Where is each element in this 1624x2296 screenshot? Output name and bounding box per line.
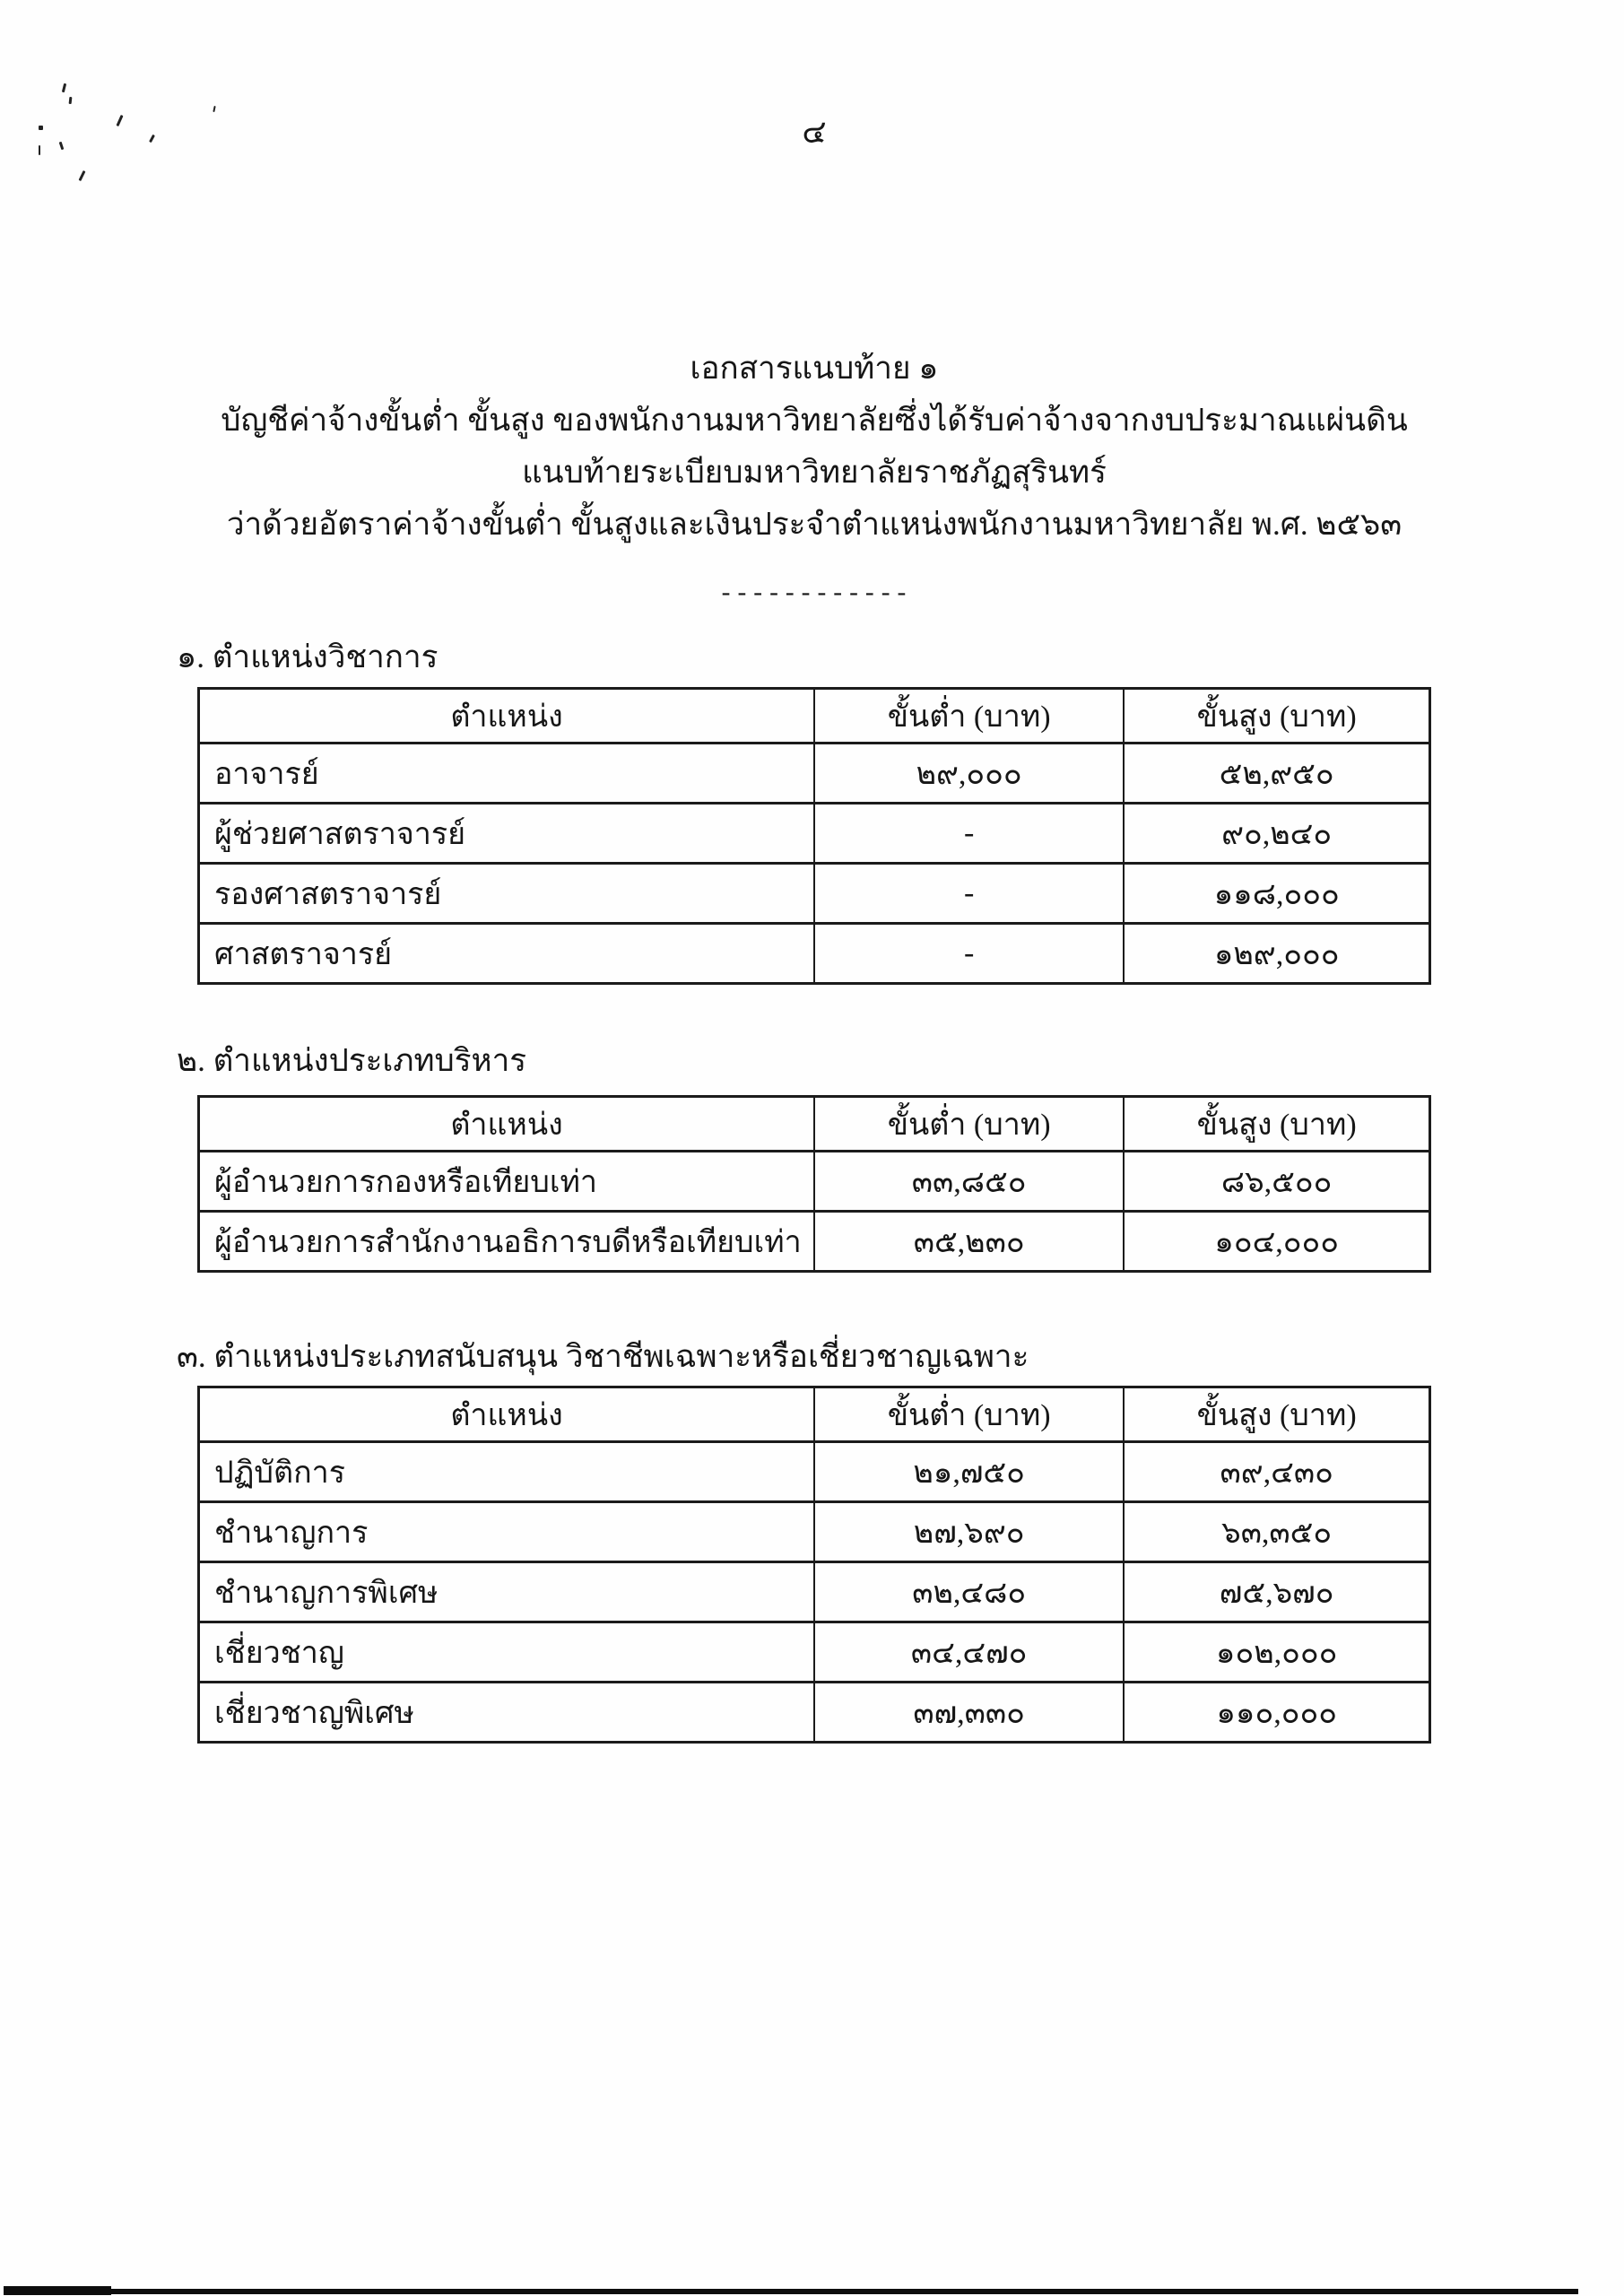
table-row <box>199 1152 1430 1212</box>
document-subtitle: แนบท้ายระเบียบมหาวิทยาลัยราชภัฏสุรินทร์ <box>522 455 1107 490</box>
column-header-position: ตำแหน่ง <box>199 1387 815 1442</box>
executive-positions-table <box>197 1095 1431 1273</box>
min-salary-cell: - <box>814 804 1124 864</box>
max-salary-cell: ๑๒๙,๐๐๐ <box>1124 924 1429 984</box>
position-cell: ชำนาญการ <box>199 1502 815 1562</box>
min-salary-cell: ๓๔,๔๗๐ <box>814 1622 1124 1683</box>
min-salary-cell: ๒๙,๐๐๐ <box>814 744 1124 804</box>
table-row <box>199 744 1430 804</box>
min-salary-cell: ๓๗,๓๓๐ <box>814 1683 1124 1743</box>
position-cell: ศาสตราจารย์ <box>199 924 815 984</box>
max-salary-cell: ๙๐,๒๔๐ <box>1124 804 1429 864</box>
table-row <box>199 1502 1430 1562</box>
table-row <box>199 1442 1430 1502</box>
support-positions-table <box>197 1386 1431 1744</box>
scan-noise-speck <box>116 115 123 126</box>
section-heading-academic: ๑. ตำแหน่งวิชาการ <box>177 639 439 674</box>
scan-noise-speck <box>149 135 155 143</box>
column-header-max: ขั้นสูง (บาท) <box>1124 1097 1429 1152</box>
column-header-min: ขั้นต่ำ (บาท) <box>814 1097 1124 1152</box>
min-salary-cell: ๒๑,๗๕๐ <box>814 1442 1124 1502</box>
scan-noise-speck <box>79 170 86 181</box>
max-salary-cell: ๑๐๔,๐๐๐ <box>1124 1212 1429 1272</box>
table-header-row <box>199 689 1430 744</box>
position-cell: เชี่ยวชาญพิเศษ <box>199 1683 815 1743</box>
position-cell: ชำนาญการพิเศษ <box>199 1562 815 1622</box>
document-subtitle: บัญชีค่าจ้างขั้นต่ำ ขั้นสูง ของพนักงานมหาวิทยาลัยซึ่งได้รับค่าจ้างจากงบประมาณแผ่นดิน <box>221 403 1408 438</box>
min-salary-cell: - <box>814 864 1124 924</box>
scan-noise-speck <box>62 83 66 92</box>
scan-noise-speck <box>213 106 215 112</box>
min-salary-cell: ๒๗,๖๙๐ <box>814 1502 1124 1562</box>
table-header-row <box>199 1387 1430 1442</box>
max-salary-cell: ๑๐๒,๐๐๐ <box>1124 1622 1429 1683</box>
position-cell: อาจารย์ <box>199 744 815 804</box>
section-heading-executive: ๒. ตำแหน่งประเภทบริหาร <box>177 1043 527 1078</box>
table-row <box>199 1562 1430 1622</box>
document-subtitle: ว่าด้วยอัตราค่าจ้างขั้นต่ำ ขั้นสูงและเงินประจำตำแหน่งพนักงานมหาวิทยาลัย พ.ศ. ๒๕๖๓ <box>226 507 1403 542</box>
table-row <box>199 1683 1430 1743</box>
scan-edge-artifact <box>90 2289 1578 2294</box>
table-header-row <box>199 1097 1430 1152</box>
max-salary-cell: ๕๒,๙๕๐ <box>1124 744 1429 804</box>
table-row <box>199 924 1430 984</box>
max-salary-cell: ๑๑๐,๐๐๐ <box>1124 1683 1429 1743</box>
min-salary-cell: ๓๒,๔๘๐ <box>814 1562 1124 1622</box>
max-salary-cell: ๑๑๘,๐๐๐ <box>1124 864 1429 924</box>
table-row <box>199 1622 1430 1683</box>
max-salary-cell: ๘๖,๕๐๐ <box>1124 1152 1429 1212</box>
table-row <box>199 804 1430 864</box>
scan-noise-speck <box>59 142 65 150</box>
column-header-min: ขั้นต่ำ (บาท) <box>814 1387 1124 1442</box>
min-salary-cell: ๓๓,๘๕๐ <box>814 1152 1124 1212</box>
column-header-min: ขั้นต่ำ (บาท) <box>814 689 1124 744</box>
section-heading-support: ๓. ตำแหน่งประเภทสนับสนุน วิชาชีพเฉพาะหรือเชี่ยวชาญเฉพาะ <box>177 1339 1029 1374</box>
position-cell: ผู้อำนวยการกองหรือเทียบเท่า <box>199 1152 815 1212</box>
scan-noise-speck <box>39 126 43 130</box>
column-header-position: ตำแหน่ง <box>199 1097 815 1152</box>
scan-noise-speck <box>69 97 73 104</box>
min-salary-cell: - <box>814 924 1124 984</box>
scan-noise-speck <box>39 145 40 155</box>
column-header-position: ตำแหน่ง <box>199 689 815 744</box>
page-number: ๔ <box>802 114 827 150</box>
max-salary-cell: ๗๕,๖๗๐ <box>1124 1562 1429 1622</box>
max-salary-cell: ๓๙,๔๓๐ <box>1124 1442 1429 1502</box>
min-salary-cell: ๓๕,๒๓๐ <box>814 1212 1124 1272</box>
table-row <box>199 864 1430 924</box>
position-cell: รองศาสตราจารย์ <box>199 864 815 924</box>
max-salary-cell: ๖๓,๓๕๐ <box>1124 1502 1429 1562</box>
position-cell: ผู้ช่วยศาสตราจารย์ <box>199 804 815 864</box>
dashed-separator: ------------ <box>718 581 910 609</box>
position-cell: ผู้อำนวยการสำนักงานอธิการบดีหรือเทียบเท่า <box>199 1212 815 1272</box>
table-row <box>199 1212 1430 1272</box>
position-cell: ปฏิบัติการ <box>199 1442 815 1502</box>
column-header-max: ขั้นสูง (บาท) <box>1124 689 1429 744</box>
position-cell: เชี่ยวชาญ <box>199 1622 815 1683</box>
document-title: เอกสารแนบท้าย ๑ <box>690 351 939 386</box>
academic-positions-table <box>197 687 1431 985</box>
column-header-max: ขั้นสูง (บาท) <box>1124 1387 1429 1442</box>
